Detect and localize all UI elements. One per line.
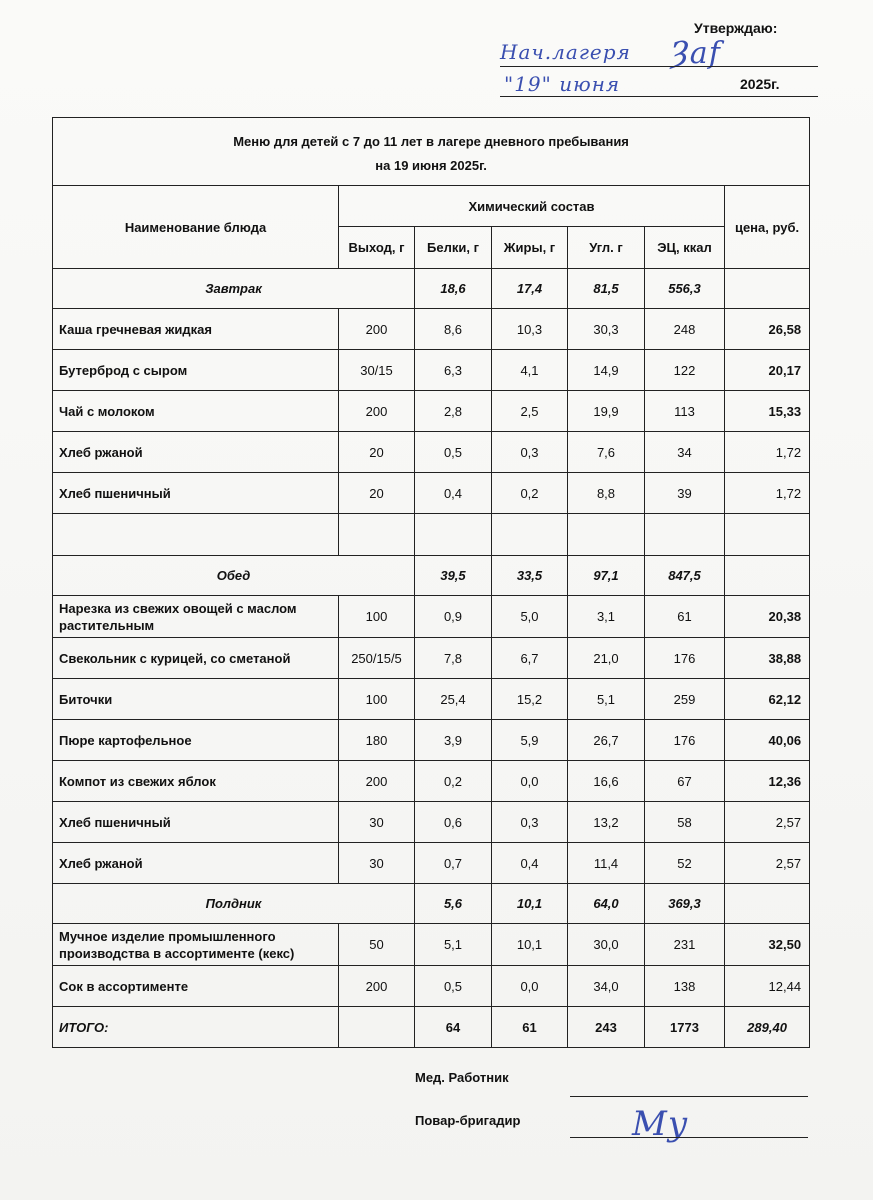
dish-protein: 2,8 bbox=[415, 391, 492, 432]
total-fat: 61 bbox=[492, 1007, 568, 1048]
header-dish: Наименование блюда bbox=[53, 186, 339, 269]
header-carb: Угл. г bbox=[568, 227, 645, 269]
cook-signature-line bbox=[570, 1137, 808, 1138]
dish-price: 62,12 bbox=[725, 679, 810, 720]
dish-fat: 15,2 bbox=[492, 679, 568, 720]
section-name: Обед bbox=[53, 556, 415, 596]
dish-output: 200 bbox=[339, 391, 415, 432]
section-row bbox=[53, 269, 810, 309]
dish-output: 30/15 bbox=[339, 350, 415, 391]
dish-name: Сок в ассортименте bbox=[53, 966, 339, 1007]
dish-energy: 58 bbox=[645, 802, 725, 843]
dish-price: 40,06 bbox=[725, 720, 810, 761]
dish-output: 20 bbox=[339, 432, 415, 473]
table-row bbox=[53, 391, 810, 432]
dish-carb: 3,1 bbox=[568, 596, 645, 638]
dish-output: 200 bbox=[339, 761, 415, 802]
table-row bbox=[53, 473, 810, 514]
section-energy: 847,5 bbox=[645, 556, 725, 596]
section-carb: 81,5 bbox=[568, 269, 645, 309]
dish-output: 30 bbox=[339, 843, 415, 884]
dish-fat: 0,3 bbox=[492, 432, 568, 473]
table-row bbox=[53, 966, 810, 1007]
section-protein: 39,5 bbox=[415, 556, 492, 596]
table-row bbox=[53, 924, 810, 966]
dish-fat: 6,7 bbox=[492, 638, 568, 679]
header-output: Выход, г bbox=[339, 227, 415, 269]
blank-cell bbox=[725, 514, 810, 556]
header-price: цена, руб. bbox=[725, 186, 810, 269]
dish-protein: 0,6 bbox=[415, 802, 492, 843]
dish-protein: 25,4 bbox=[415, 679, 492, 720]
total-protein: 64 bbox=[415, 1007, 492, 1048]
dish-name: Хлеб ржаной bbox=[53, 843, 339, 884]
section-fat: 33,5 bbox=[492, 556, 568, 596]
dish-protein: 0,4 bbox=[415, 473, 492, 514]
dish-name: Биточки bbox=[53, 679, 339, 720]
dish-output: 20 bbox=[339, 473, 415, 514]
dish-fat: 5,9 bbox=[492, 720, 568, 761]
dish-output: 30 bbox=[339, 802, 415, 843]
dish-output: 180 bbox=[339, 720, 415, 761]
menu-title-line1: Меню для детей с 7 до 11 лет в лагере дневного пребывания bbox=[233, 133, 629, 149]
section-protein: 18,6 bbox=[415, 269, 492, 309]
section-price-empty bbox=[725, 269, 810, 309]
blank-row bbox=[53, 514, 810, 556]
dish-name: Пюре картофельное bbox=[53, 720, 339, 761]
dish-name: Компот из свежих яблок bbox=[53, 761, 339, 802]
dish-fat: 2,5 bbox=[492, 391, 568, 432]
dish-carb: 34,0 bbox=[568, 966, 645, 1007]
table-row bbox=[53, 596, 810, 638]
dish-fat: 0,4 bbox=[492, 843, 568, 884]
section-carb: 97,1 bbox=[568, 556, 645, 596]
dish-price: 1,72 bbox=[725, 473, 810, 514]
section-row bbox=[53, 556, 810, 596]
approval-year: 2025г. bbox=[740, 76, 780, 92]
dish-energy: 113 bbox=[645, 391, 725, 432]
dish-protein: 7,8 bbox=[415, 638, 492, 679]
dish-carb: 30,0 bbox=[568, 924, 645, 966]
total-row bbox=[53, 1007, 810, 1048]
table-row bbox=[53, 802, 810, 843]
dish-carb: 26,7 bbox=[568, 720, 645, 761]
dish-fat: 4,1 bbox=[492, 350, 568, 391]
total-price: 289,40 bbox=[725, 1007, 810, 1048]
dish-name: Чай с молоком bbox=[53, 391, 339, 432]
blank-cell bbox=[339, 514, 415, 556]
section-fat: 10,1 bbox=[492, 884, 568, 924]
blank-cell bbox=[568, 514, 645, 556]
dish-price: 26,58 bbox=[725, 309, 810, 350]
dish-energy: 259 bbox=[645, 679, 725, 720]
dish-carb: 13,2 bbox=[568, 802, 645, 843]
approval-position-handwritten: Нач.лагеря bbox=[500, 40, 631, 64]
dish-name: Свекольник с курицей, со сметаной bbox=[53, 638, 339, 679]
dish-protein: 0,9 bbox=[415, 596, 492, 638]
dish-name: Хлеб ржаной bbox=[53, 432, 339, 473]
dish-output: 200 bbox=[339, 309, 415, 350]
section-name: Завтрак bbox=[53, 269, 415, 309]
dish-fat: 10,3 bbox=[492, 309, 568, 350]
dish-price: 20,17 bbox=[725, 350, 810, 391]
total-output-empty bbox=[339, 1007, 415, 1048]
total-energy: 1773 bbox=[645, 1007, 725, 1048]
dish-carb: 21,0 bbox=[568, 638, 645, 679]
header-fat: Жиры, г bbox=[492, 227, 568, 269]
approval-label: Утверждаю: bbox=[694, 20, 778, 36]
dish-energy: 231 bbox=[645, 924, 725, 966]
blank-cell bbox=[53, 514, 339, 556]
section-price-empty bbox=[725, 884, 810, 924]
dish-fat: 10,1 bbox=[492, 924, 568, 966]
dish-energy: 39 bbox=[645, 473, 725, 514]
dish-carb: 30,3 bbox=[568, 309, 645, 350]
section-energy: 369,3 bbox=[645, 884, 725, 924]
dish-protein: 3,9 bbox=[415, 720, 492, 761]
dish-energy: 176 bbox=[645, 638, 725, 679]
cook-label: Повар-бригадир bbox=[415, 1113, 521, 1128]
dish-price: 1,72 bbox=[725, 432, 810, 473]
blank-cell bbox=[415, 514, 492, 556]
dish-energy: 34 bbox=[645, 432, 725, 473]
approval-line-1 bbox=[500, 66, 818, 67]
header-energy: ЭЦ, ккал bbox=[645, 227, 725, 269]
table-row bbox=[53, 679, 810, 720]
section-price-empty bbox=[725, 556, 810, 596]
dish-protein: 0,7 bbox=[415, 843, 492, 884]
dish-carb: 5,1 bbox=[568, 679, 645, 720]
dish-output: 50 bbox=[339, 924, 415, 966]
dish-energy: 176 bbox=[645, 720, 725, 761]
section-protein: 5,6 bbox=[415, 884, 492, 924]
dish-price: 12,36 bbox=[725, 761, 810, 802]
blank-cell bbox=[492, 514, 568, 556]
table-row bbox=[53, 843, 810, 884]
dish-name: Мучное изделие промышленного производства в ассортименте (кекс) bbox=[53, 924, 339, 966]
section-fat: 17,4 bbox=[492, 269, 568, 309]
med-worker-label: Мед. Работник bbox=[415, 1070, 509, 1085]
menu-title-line2: на 19 июня 2025г. bbox=[375, 157, 487, 173]
dish-protein: 0,5 bbox=[415, 966, 492, 1007]
dish-fat: 0,2 bbox=[492, 473, 568, 514]
cook-signature: Му bbox=[632, 1104, 689, 1144]
approval-signature: Ȝaf bbox=[670, 36, 721, 71]
dish-carb: 16,6 bbox=[568, 761, 645, 802]
dish-output: 250/15/5 bbox=[339, 638, 415, 679]
blank-cell bbox=[645, 514, 725, 556]
dish-name: Хлеб пшеничный bbox=[53, 802, 339, 843]
dish-name: Хлеб пшеничный bbox=[53, 473, 339, 514]
dish-price: 20,38 bbox=[725, 596, 810, 638]
approval-date-handwritten: "19" июня bbox=[504, 72, 621, 96]
dish-energy: 138 bbox=[645, 966, 725, 1007]
table-row bbox=[53, 432, 810, 473]
dish-price: 32,50 bbox=[725, 924, 810, 966]
header-protein: Белки, г bbox=[415, 227, 492, 269]
dish-output: 200 bbox=[339, 966, 415, 1007]
dish-carb: 14,9 bbox=[568, 350, 645, 391]
dish-protein: 0,2 bbox=[415, 761, 492, 802]
dish-name: Бутерброд с сыром bbox=[53, 350, 339, 391]
total-label: ИТОГО: bbox=[53, 1007, 339, 1048]
total-carb: 243 bbox=[568, 1007, 645, 1048]
med-worker-signature-line bbox=[570, 1096, 808, 1097]
dish-output: 100 bbox=[339, 596, 415, 638]
dish-energy: 248 bbox=[645, 309, 725, 350]
section-carb: 64,0 bbox=[568, 884, 645, 924]
dish-fat: 0,0 bbox=[492, 966, 568, 1007]
section-row bbox=[53, 884, 810, 924]
dish-energy: 61 bbox=[645, 596, 725, 638]
header-chem: Химический состав bbox=[339, 186, 725, 227]
dish-carb: 7,6 bbox=[568, 432, 645, 473]
dish-price: 2,57 bbox=[725, 802, 810, 843]
table-row bbox=[53, 309, 810, 350]
dish-energy: 67 bbox=[645, 761, 725, 802]
table-row bbox=[53, 761, 810, 802]
dish-energy: 122 bbox=[645, 350, 725, 391]
table-row bbox=[53, 350, 810, 391]
dish-name: Каша гречневая жидкая bbox=[53, 309, 339, 350]
dish-price: 15,33 bbox=[725, 391, 810, 432]
dish-protein: 8,6 bbox=[415, 309, 492, 350]
dish-protein: 0,5 bbox=[415, 432, 492, 473]
dish-name: Нарезка из свежих овощей с маслом растительным bbox=[53, 596, 339, 638]
dish-price: 38,88 bbox=[725, 638, 810, 679]
dish-price: 12,44 bbox=[725, 966, 810, 1007]
menu-table bbox=[52, 117, 810, 1048]
dish-fat: 5,0 bbox=[492, 596, 568, 638]
dish-carb: 8,8 bbox=[568, 473, 645, 514]
dish-carb: 19,9 bbox=[568, 391, 645, 432]
table-row bbox=[53, 638, 810, 679]
dish-energy: 52 bbox=[645, 843, 725, 884]
menu-title bbox=[53, 118, 810, 186]
dish-fat: 0,3 bbox=[492, 802, 568, 843]
dish-protein: 5,1 bbox=[415, 924, 492, 966]
section-energy: 556,3 bbox=[645, 269, 725, 309]
approval-line-2 bbox=[500, 96, 818, 97]
dish-fat: 0,0 bbox=[492, 761, 568, 802]
dish-protein: 6,3 bbox=[415, 350, 492, 391]
dish-output: 100 bbox=[339, 679, 415, 720]
table-row bbox=[53, 720, 810, 761]
dish-price: 2,57 bbox=[725, 843, 810, 884]
dish-carb: 11,4 bbox=[568, 843, 645, 884]
section-name: Полдник bbox=[53, 884, 415, 924]
